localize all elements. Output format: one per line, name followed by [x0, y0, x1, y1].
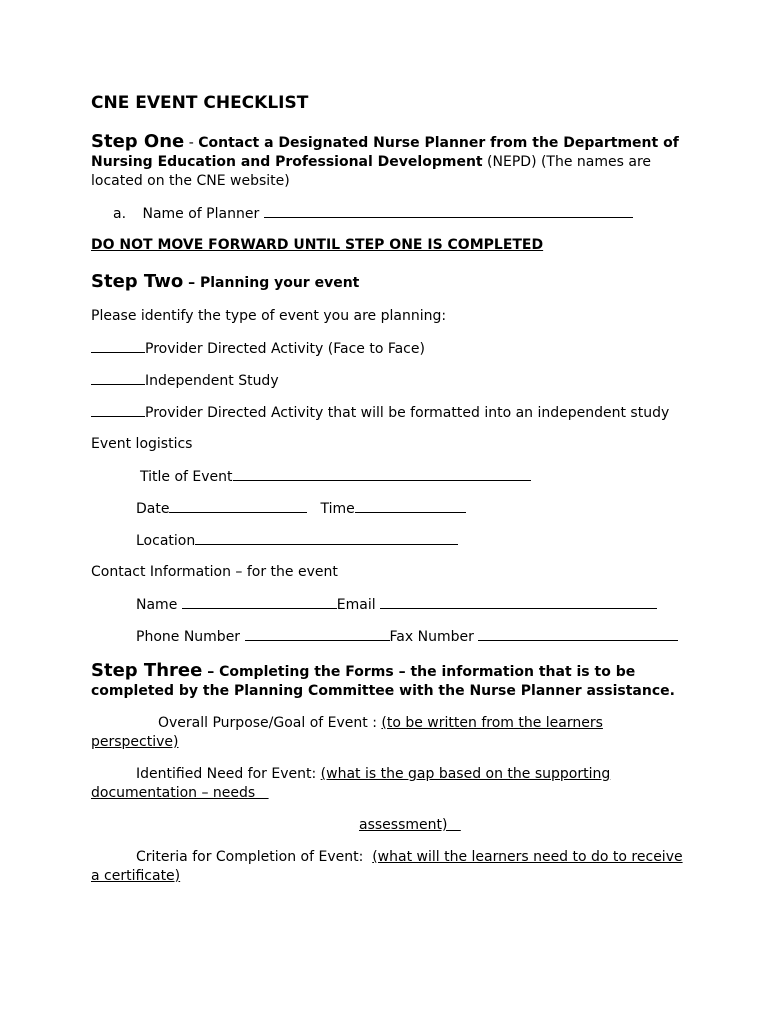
- name-email-row: [136, 595, 657, 615]
- event-type-option: [91, 339, 425, 359]
- step-one-heading: Step One: [91, 131, 185, 152]
- time-label: Time: [320, 501, 355, 517]
- step-one-line-2: [91, 153, 651, 172]
- warning-text: DO NOT MOVE FORWARD UNTIL STEP ONE IS COMPLETED: [91, 237, 544, 253]
- step-one-instruction: Contact a Designated Nurse Planner from the Department of: [198, 135, 679, 151]
- step-one-heading-line: [91, 132, 679, 153]
- planner-name-field[interactable]: [264, 204, 633, 218]
- step-three-heading-line: [91, 661, 635, 682]
- page-title: CNE EVENT CHECKLIST: [91, 93, 309, 113]
- name-label: Name: [136, 597, 182, 613]
- email-label: Email: [336, 597, 381, 613]
- phone-field[interactable]: [245, 627, 390, 641]
- location-row: [136, 531, 458, 551]
- criteria-hint[interactable]: (what will the learners need to do to receive: [372, 849, 683, 865]
- planner-name-row: [113, 204, 633, 224]
- event-type-option: [91, 371, 279, 391]
- purpose-row: [158, 714, 603, 733]
- date-time-row: [136, 499, 466, 519]
- step-two-subtitle: – Planning your event: [183, 275, 360, 291]
- contact-info-label: Contact Information – for the event: [91, 564, 338, 580]
- step-one-department: Nursing Education and Professional Development: [91, 154, 483, 170]
- step-one-line-3: located on the CNE website): [91, 173, 290, 189]
- need-hint-continued[interactable]: documentation – needs: [91, 785, 269, 801]
- name-field[interactable]: [182, 595, 337, 609]
- fax-label: Fax Number: [389, 629, 479, 645]
- location-label: Location: [136, 533, 196, 549]
- email-field[interactable]: [380, 595, 657, 609]
- title-of-event-label: Title of Event: [140, 469, 233, 485]
- need-row: [136, 765, 610, 784]
- step-three-line-2: completed by the Planning Committee with the Nurse Planner assistance.: [91, 683, 675, 699]
- option-label: Provider Directed Activity that will be formatted into an independent study: [145, 405, 670, 421]
- event-type-option: [91, 403, 669, 423]
- step-three-heading: Step Three: [91, 660, 203, 681]
- phone-label: Phone Number: [136, 629, 245, 645]
- option-checkbox-line[interactable]: [91, 403, 145, 417]
- criteria-row: [136, 848, 683, 867]
- event-logistics-label: Event logistics: [91, 436, 193, 452]
- fax-field[interactable]: [478, 627, 678, 641]
- title-of-event-row: [140, 467, 531, 487]
- purpose-label: Overall Purpose/Goal of Event :: [158, 715, 382, 731]
- need-hint[interactable]: (what is the gap based on the supporting: [320, 766, 611, 782]
- purpose-hint-continued[interactable]: perspective): [91, 734, 179, 750]
- step-three-subtitle: – Completing the Forms – the information that is to be: [202, 664, 636, 680]
- option-checkbox-line[interactable]: [91, 371, 145, 385]
- step-one-nepd-note: (NEPD) (The names are: [482, 154, 652, 170]
- list-marker: a.: [113, 206, 127, 222]
- option-label: Provider Directed Activity (Face to Face): [145, 341, 425, 357]
- step-one-separator: -: [184, 135, 199, 151]
- step-two-heading-line: [91, 272, 359, 293]
- location-field[interactable]: [195, 531, 458, 545]
- step-two-heading: Step Two: [91, 271, 184, 292]
- need-hint-end[interactable]: assessment): [359, 817, 461, 833]
- date-label: Date: [136, 501, 170, 517]
- planner-name-label: Name of Planner: [142, 206, 264, 222]
- criteria-hint-continued[interactable]: a certificate): [91, 868, 181, 884]
- need-label: Identified Need for Event:: [136, 766, 321, 782]
- phone-fax-row: [136, 627, 678, 647]
- option-checkbox-line[interactable]: [91, 339, 145, 353]
- title-of-event-field[interactable]: [233, 467, 531, 481]
- event-type-prompt: Please identify the type of event you are planning:: [91, 308, 447, 324]
- date-field[interactable]: [169, 499, 307, 513]
- option-label: Independent Study: [145, 373, 279, 389]
- purpose-hint[interactable]: (to be written from the learners: [381, 715, 603, 731]
- time-field[interactable]: [355, 499, 466, 513]
- criteria-label: Criteria for Completion of Event:: [136, 849, 373, 865]
